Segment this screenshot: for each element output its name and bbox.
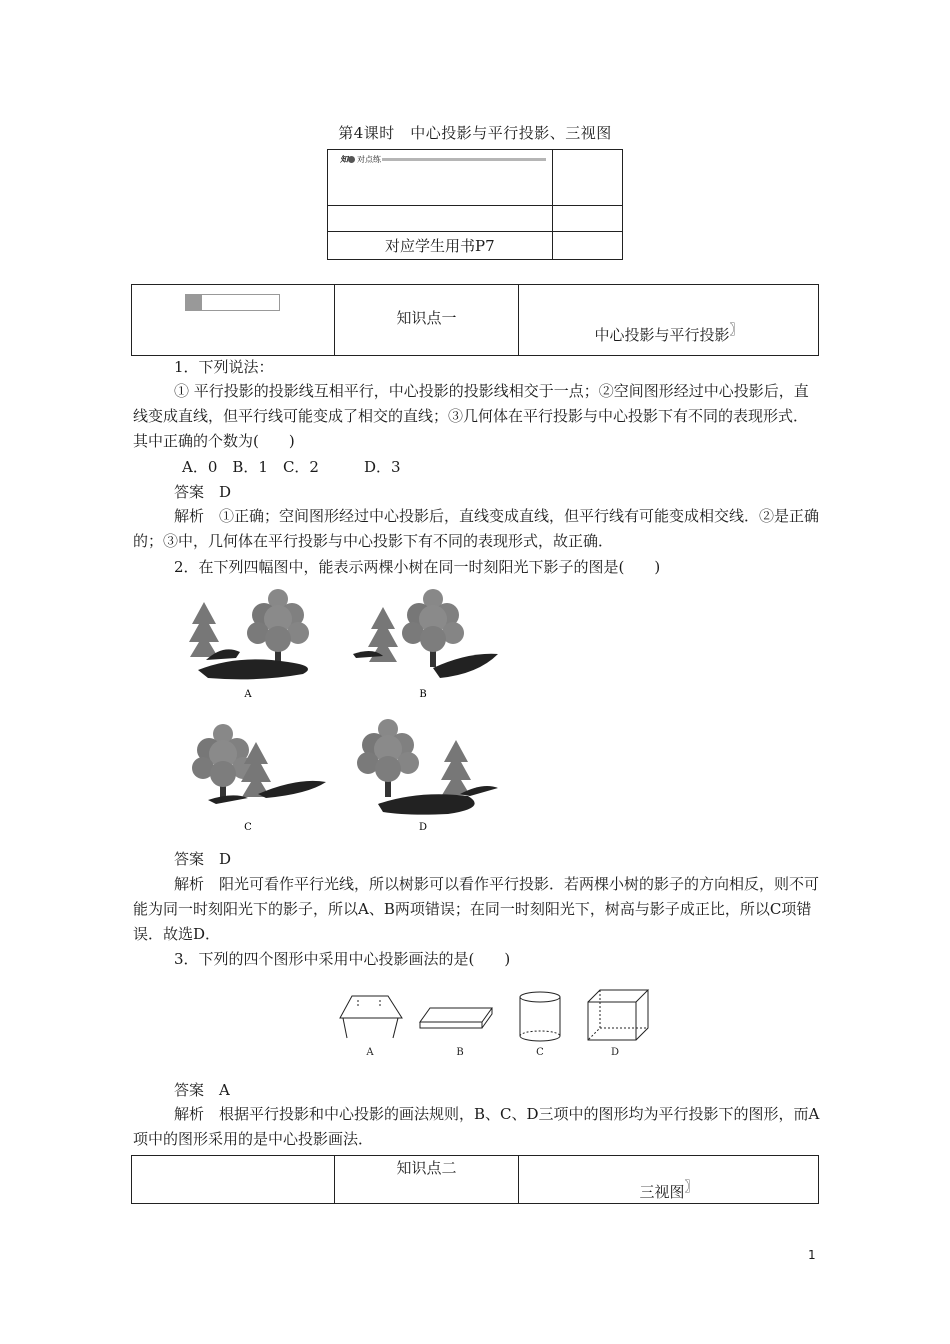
- q1-analysis: 解析 ①正确；空间图形经过中心投影后，直线变成直线，但平行线有可能变成相交线．②是正确的；③中，几何体在平行投影与中心投影下有不同的表现形式，故正确．: [133, 507, 820, 550]
- q3-answer: 答案 A: [174, 1081, 230, 1099]
- header-table: [327, 149, 623, 260]
- fig-label-d: D: [418, 822, 428, 833]
- section-name: 中心投影与平行投影: [594, 326, 730, 344]
- shape-figure-c: [520, 992, 560, 1058]
- shape-figure-a: [340, 996, 402, 1058]
- section-label: 知识点一: [335, 285, 519, 356]
- section2-label: 知识点二: [335, 1156, 519, 1204]
- page-number: 1: [808, 1248, 816, 1262]
- fig3-label-b: B: [456, 1047, 464, 1058]
- fig3-label-d: D: [610, 1047, 620, 1058]
- book-ref: 对应学生用书P7: [328, 232, 553, 260]
- q3-stem: 3．下列的四个图形中采用中心投影画法的是( ): [174, 950, 511, 968]
- fig3-label-a: A: [366, 1047, 374, 1058]
- q1-body: ① 平行投影的投影线互相平行，中心投影的投影线相交于一点；②空间图形经过中心投影后，直线变成直线，但平行线可能变成了相交的直线；③几何体在平行投影与中心投影下有不同的表现形式．其中正确的个数为( ): [133, 382, 809, 450]
- tree-figure-c: [192, 724, 326, 833]
- q2-stem: 2．在下列四幅图中，能表示两棵小树在同一时刻阳光下影子的图是( ): [174, 558, 661, 576]
- knowledge-logo: 知: [340, 154, 348, 164]
- shape-figure-d: [588, 990, 648, 1058]
- q1-stem: 1．下列说法：: [174, 358, 274, 376]
- shape-figure-b: [420, 1008, 492, 1058]
- fig3-label-c: C: [536, 1047, 544, 1058]
- badge-bar: [382, 158, 546, 161]
- fig-label-b: B: [419, 689, 427, 700]
- q2-answer: 答案 D: [174, 850, 232, 868]
- dot-icon: [348, 156, 355, 163]
- q2-analysis: 解析 阳光可看作平行光线，所以树影可以看作平行投影．若两棵小树的影子的方向相反，则不可能为同一时刻阳光下的影子，所以A、B两项错误；在同一时刻阳光下，树高与影子成正比，所以C项错误．故选D．: [133, 875, 820, 943]
- q3-figure: [330, 988, 660, 1063]
- q3-analysis: 解析 根据平行投影和中心投影的画法规则，B、C、D三项中的图形均为平行投影下的图形，而A项中的图形采用的是中心投影画法．: [133, 1105, 820, 1148]
- tree-figure-b: [353, 589, 498, 700]
- section-table-1: 知识点一 中心投影与平行投影〗: [131, 284, 819, 356]
- section-marker-icon: [185, 294, 202, 311]
- section2-name: 三视图: [639, 1183, 685, 1201]
- fig-label-c: C: [244, 822, 252, 833]
- q1-answer: 答案 D: [174, 483, 232, 501]
- tree-figure-a: [189, 589, 309, 700]
- q2-figure: [178, 582, 518, 842]
- badge-text: 对点练: [357, 155, 381, 164]
- section-table-2: 知识点二 三视图〗: [131, 1155, 819, 1204]
- fig-label-a: A: [244, 689, 252, 700]
- page-title: 第4课时 中心投影与平行投影、三视图: [338, 124, 612, 142]
- badge-cell: [328, 150, 553, 206]
- section-icon-cell: [132, 285, 335, 356]
- tree-figure-d: [357, 719, 498, 833]
- q1-options: A．0 B．1 C．2 D．3: [182, 458, 401, 476]
